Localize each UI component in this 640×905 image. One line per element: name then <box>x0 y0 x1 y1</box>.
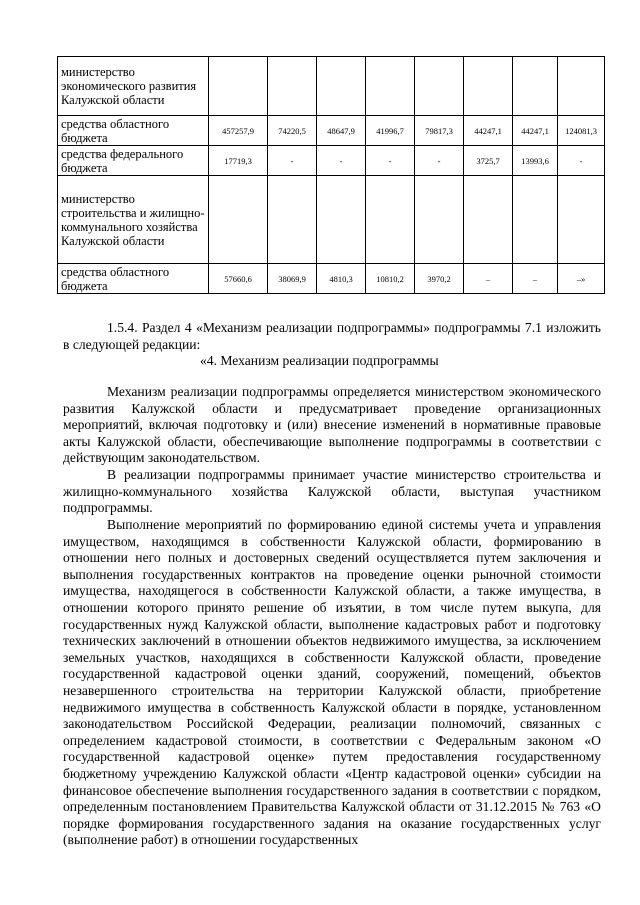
table-cell <box>268 57 317 116</box>
table-cell <box>317 176 366 264</box>
table-row <box>58 57 605 116</box>
table-cell: - <box>558 146 605 176</box>
table-cell: 44247,1 <box>464 116 513 146</box>
table-cell: 79817,3 <box>415 116 464 146</box>
table-cell <box>464 57 513 116</box>
row-label: средства областного бюджета <box>58 264 209 294</box>
table-cell <box>268 176 317 264</box>
paragraph-mechanism: Механизм реализации подпрограммы определяется министерством экономического развития Калужской области и предусматривает проведение организационных мероприятий, включая подготовку и (или) внесение изменений в нормативные правовые акты Калужской области, обеспечивающие выполнение подпрограммы в соответствии с действующим законодательством. <box>63 384 601 466</box>
table-row <box>58 146 605 176</box>
table-cell: 10810,2 <box>366 264 415 294</box>
table-cell <box>558 57 605 116</box>
table-row <box>58 264 605 294</box>
table-cell: – <box>513 264 558 294</box>
table-cell <box>366 57 415 116</box>
table-cell: 457257,9 <box>209 116 268 146</box>
table-row <box>58 176 605 264</box>
row-label: средства федерального бюджета <box>58 146 209 176</box>
row-label: министерство строительства и жилищно-коммунального хозяйства Калужской области <box>58 176 209 264</box>
table-cell: 48647,9 <box>317 116 366 146</box>
table-cell <box>209 176 268 264</box>
section-heading: «4. Механизм реализации подпрограммы <box>200 353 439 368</box>
table-row <box>58 116 605 146</box>
table-cell <box>415 57 464 116</box>
budget-table <box>57 56 605 294</box>
table-cell <box>513 57 558 116</box>
table-cell: 41996,7 <box>366 116 415 146</box>
table-cell: 57660,6 <box>209 264 268 294</box>
table-cell: – <box>464 264 513 294</box>
table-cell: 124081,3 <box>558 116 605 146</box>
table-cell: 3970,2 <box>415 264 464 294</box>
table-cell <box>366 176 415 264</box>
row-label: средства областного бюджета <box>58 116 209 146</box>
table-cell <box>415 176 464 264</box>
paragraph-participant: В реализации подпрограммы принимает участие министерство строительства и жилищно-коммунального хозяйства Калужской области, выступая участником подпрограммы. <box>63 467 601 516</box>
table-cell: - <box>268 146 317 176</box>
table-cell: - <box>366 146 415 176</box>
section-intro: 1.5.4. Раздел 4 «Механизм реализации подпрограммы» подпрограммы 7.1 изложить в следующей редакции: <box>63 320 601 352</box>
table-cell: 3725,7 <box>464 146 513 176</box>
table-cell: - <box>317 146 366 176</box>
table-cell: 4810,3 <box>317 264 366 294</box>
table-cell <box>209 57 268 116</box>
table-cell: 38069,9 <box>268 264 317 294</box>
table-cell <box>558 176 605 264</box>
table-cell: 13993,6 <box>513 146 558 176</box>
table-cell <box>513 176 558 264</box>
table-cell: 17719,3 <box>209 146 268 176</box>
row-label: министерство экономического развития Калужской области <box>58 57 209 116</box>
paragraph-activities: Выполнение мероприятий по формированию единой системы учета и управления имуществом, находящимся в собственности Калужской области, формированию в отношении него полных и достоверных сведений осуществляется путем заключения и выполнения государственных контрактов на проведение оценки рыночной стоимости имущества, находящегося в собственности Калужской области, а также имущества, в отношении которого принято решение об изъятии, в том числе путем выкупа, для государственных нужд Калужской области, выполнение кадастровых работ и подготовку технических заключений в отношении объектов недвижимого имущества, за исключением земельных участков, находящихся в собственности Калужской области, проведение государственной кадастровой оценки зданий, сооружений, помещений, объектов незавершенного строительства на территории Калужской области, приобретение недвижимого имущества в собственность Калужской области в порядке, установленном законодательством Российской Федерации, реализации полномочий, связанных с определением кадастровой стоимости, в соответствии с Федеральным законом «О государственной кадастровой оценке» путем предоставления государственному бюджетному учреждению Калужской области «Центр кадастровой оценки» субсидии на финансовое обеспечение выполнения государственного задания в соответствии с порядком, определенным постановлением Правительства Калужской области от 31.12.2015 № 763 «О порядке формирования государственного задания на оказание государственных услуг (выполнение работ) в отношении государственных <box>63 517 601 848</box>
table-cell <box>317 57 366 116</box>
table-cell: 74220,5 <box>268 116 317 146</box>
table-cell: 44247,1 <box>513 116 558 146</box>
table-cell: - <box>415 146 464 176</box>
table-cell: –» <box>558 264 605 294</box>
table-cell <box>464 176 513 264</box>
